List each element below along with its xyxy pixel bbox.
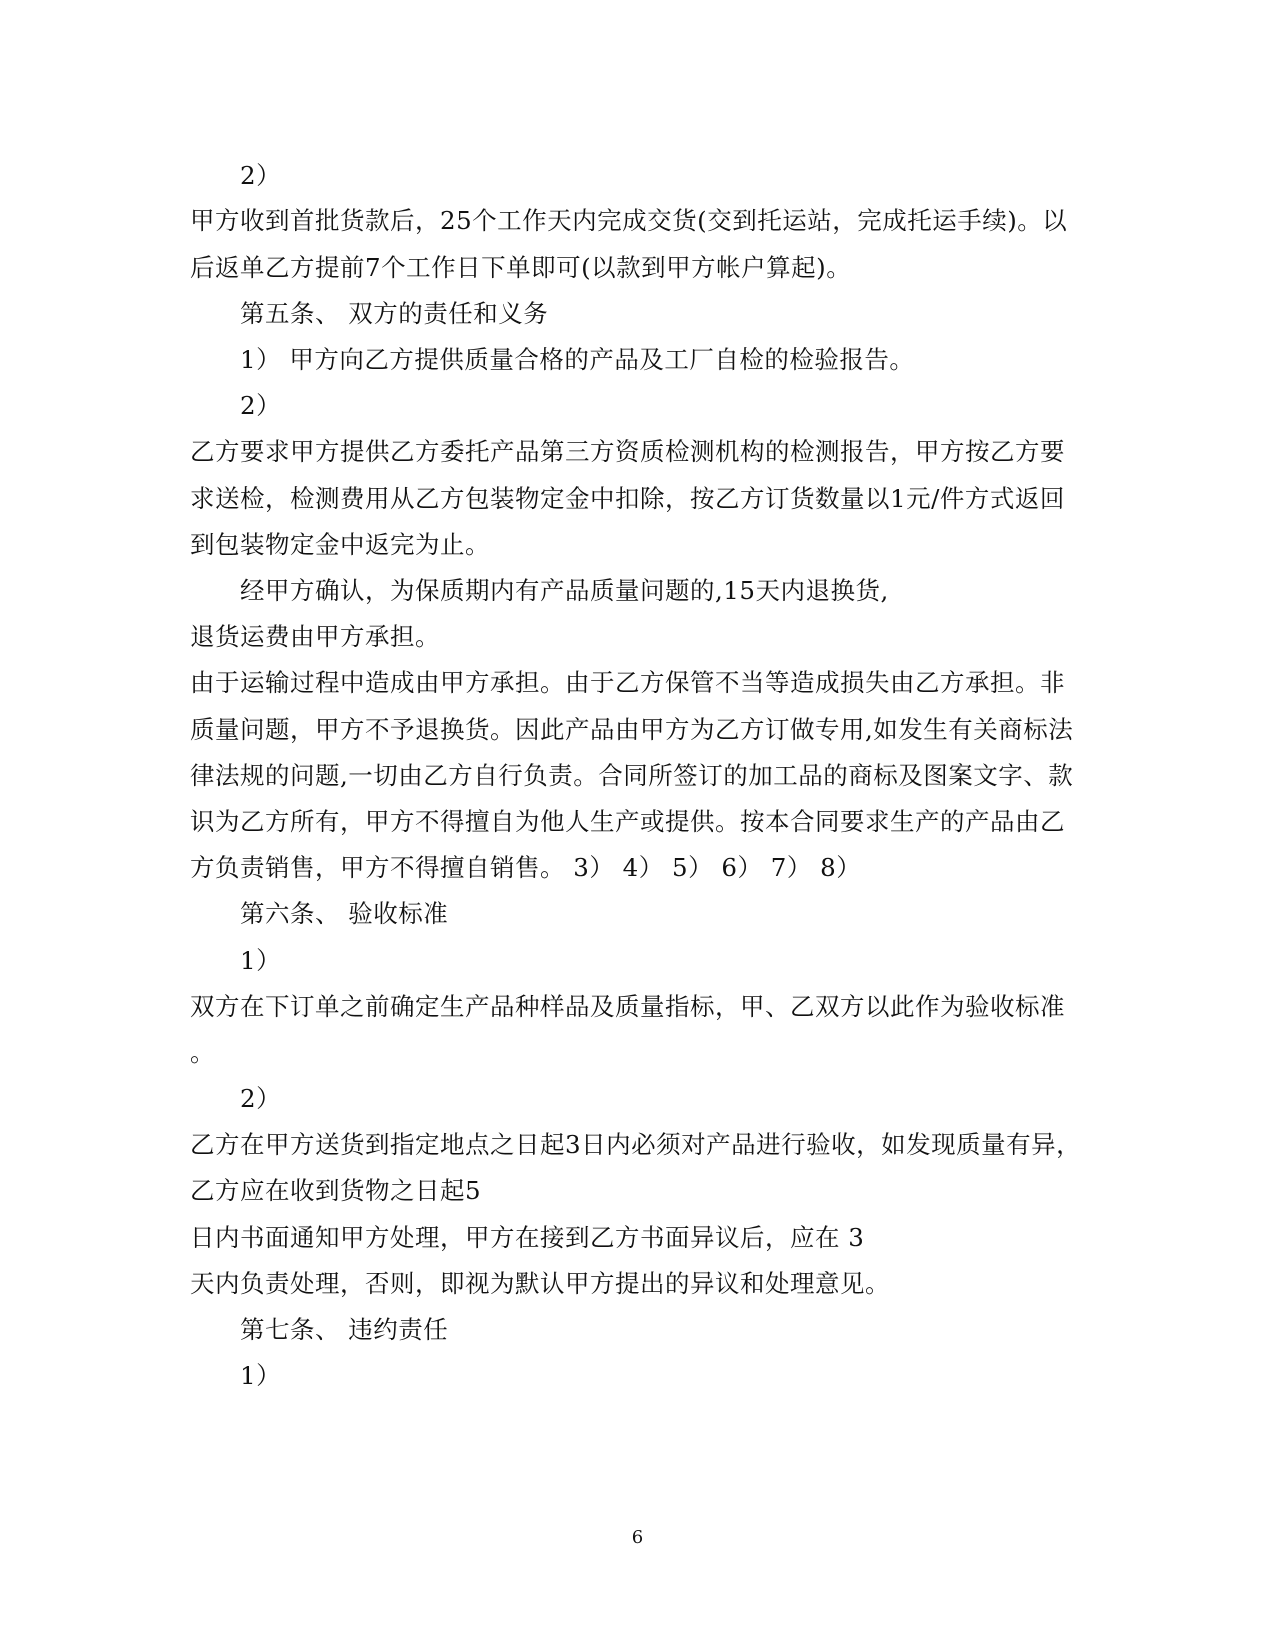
- text-line: 律法规的问题,一切由乙方自行负责。合同所签订的加工品的商标及图案文字、款: [190, 761, 1074, 790]
- section-heading: 第五条、 双方的责任和义务: [240, 299, 549, 328]
- text-line: 质量问题，甲方不予退换货。因此产品由甲方为乙方订做专用,如发生有关商标法: [190, 715, 1074, 744]
- page-number: 6: [631, 1527, 644, 1548]
- text-line: 识为乙方所有，甲方不得擅自为他人生产或提供。按本合同要求生产的产品由乙: [190, 807, 1065, 836]
- text-line: 方负责销售，甲方不得擅自销售。 3） 4） 5） 6） 7） 8）: [190, 853, 862, 882]
- text-line: 双方在下订单之前确定生产品种样品及质量指标，甲、乙双方以此作为验收标准: [190, 992, 1065, 1021]
- text-line: 到包装物定金中返完为止。: [190, 530, 490, 559]
- text-line: 求送检，检测费用从乙方包装物定金中扣除，按乙方订货数量以1元/件方式返回: [190, 484, 1065, 513]
- text-line: 乙方应在收到货物之日起5: [190, 1176, 482, 1205]
- text-line: 1） 甲方向乙方提供质量合格的产品及工厂自检的检验报告。: [240, 345, 915, 374]
- text-line: 2）: [240, 161, 282, 190]
- text-line: 2）: [240, 391, 282, 420]
- text-line: 退货运费由甲方承担。: [190, 622, 440, 651]
- section-heading: 第七条、 违约责任: [240, 1315, 449, 1344]
- text-line: 1）: [240, 946, 282, 975]
- text-line: 后返单乙方提前7个工作日下单即可(以款到甲方帐户算起)。: [190, 253, 852, 282]
- text-line: 乙方在甲方送货到指定地点之日起3日内必须对产品进行验收，如发现质量有异，: [190, 1130, 1082, 1159]
- text-line: 甲方收到首批货款后，25个工作天内完成交货(交到托运站，完成托运手续)。以: [190, 206, 1068, 235]
- text-line: 经甲方确认，为保质期内有产品质量问题的,15天内退换货,: [240, 576, 889, 605]
- section-heading: 第六条、 验收标准: [240, 899, 449, 928]
- text-line: 2）: [240, 1084, 282, 1113]
- text-line: 。: [190, 1038, 215, 1067]
- text-line: 由于运输过程中造成由甲方承担。由于乙方保管不当等造成损失由乙方承担。非: [190, 668, 1065, 697]
- text-line: 1）: [240, 1361, 282, 1390]
- text-line: 日内书面通知甲方处理，甲方在接到乙方书面异议后，应在 3: [190, 1223, 865, 1252]
- text-line: 天内负责处理，否则，即视为默认甲方提出的异议和处理意见。: [190, 1269, 890, 1298]
- text-line: 乙方要求甲方提供乙方委托产品第三方资质检测机构的检测报告，甲方按乙方要: [190, 437, 1065, 466]
